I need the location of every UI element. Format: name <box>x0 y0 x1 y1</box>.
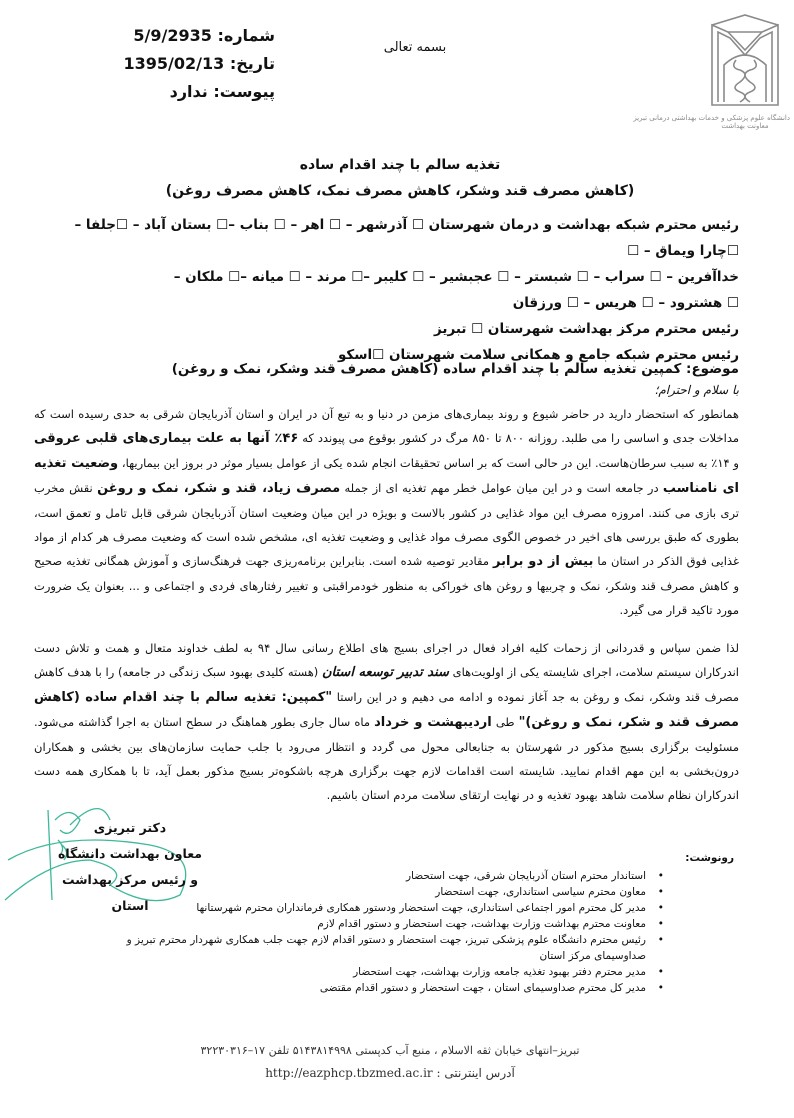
addressee-line: رئیس محترم مرکز بهداشت شهرستان ☐ تبریز <box>433 321 739 337</box>
university-logo <box>633 10 790 145</box>
cc-item: • مدیر محترم دفتر بهبود تغذیه جامعه وزارت بهداشت، جهت استحضار <box>124 964 646 980</box>
footer-web-url[interactable]: http://eazphcp.tbzmed.ac.ir <box>265 1066 433 1080</box>
document-subtitle: (کاهش مصرف قند وشکر، کاهش مصرف نمک، کاهش مصرف روغن) <box>165 183 635 199</box>
footer <box>150 1040 630 1084</box>
title-block <box>150 152 650 204</box>
letter-body <box>34 358 739 807</box>
cc-item: • معاون محترم سیاسی استانداری، جهت استحضار <box>124 884 646 900</box>
addressee-line: رئیس محترم شبکه جامع و همکانی سلامت شهرستان ☐اسکو <box>337 347 739 363</box>
body-emphasis: مصرف زیاد، قند و شکر، نمک و روغن <box>97 481 341 496</box>
document-title: تغذیه سالم با چند اقدام ساده <box>299 157 501 173</box>
number-value: 5/9/2935 <box>133 26 212 45</box>
addressee-line: خداآفرین – ☐ سراب – ☐ شبستر – ☐ عجبشیر – ☐ کلیبر –☐ مرند – ☐ میانه –☐ ملکان – <box>173 269 739 285</box>
cc-item: • مدیر کل محترم امور اجتماعی استانداری، جهت استحضار ودستور همکاری فرمانداران محترم شهرستانها <box>124 900 646 916</box>
body-paragraph-1 <box>34 402 739 622</box>
signer-name: دکتر تبریزی <box>93 820 167 835</box>
logo-emblem-icon <box>700 10 790 110</box>
body-emphasis: سند تدبیر توسعه استان <box>322 665 449 680</box>
logo-department-name: معاونت بهداشت <box>721 122 769 130</box>
addressee-line: رئیس محترم شبکه بهداشت و درمان شهرستان ☐ آذرشهر – ☐ اهر – ☐ بناب –☐ بستان آباد – ☐جلفا –☐چارا ویماق – ☐ <box>74 217 739 259</box>
cc-item: • استاندار محترم استان آذربایجان شرقی، جهت استحضار <box>124 868 646 884</box>
date-label: تاریخ: <box>229 54 275 73</box>
number-label: شماره: <box>217 26 275 45</box>
body-text: ماه سال جاری بطور هماهنگ در سطح استان به اجرا گذاشته می‌شود. مسئولیت برگزاری بسیج مذکور در شهرستان به جنابعالی محول می گردد و انتظار می‌رود با جلب حمایت سازمان‌های بین بخشی و همکاران درون‌بخشی به این مهم اقدام نمایید. شایسته است اقدامات لازم جهت برگزاری هرچه باشکوه‌تر بسیج مذکور بعمل آید، تا با همکاری همه دست اندرکاران نظام سلامت شاهد بهبود تغذیه و در نهایت ارتقای سلامت مردم استان باشیم. <box>34 715 739 802</box>
body-emphasis: وضعیت تغذیه ای نامناسب <box>34 456 739 496</box>
body-text: همانطور که استحضار دارید در حاضر شیوع و روند بیماری‌های مزمن در دنیا و به تبع آن در ایران و استان آذربایجان شرقی به حدی رسیده است که مداخلات جدی و اساسی را می طلبد. روزانه ۸۰۰ تا ۸۵۰ مرگ در کشور بوقوع می پیوندد که <box>34 407 740 445</box>
footer-web <box>150 1062 630 1084</box>
cc-title: رونوشت: <box>685 852 734 864</box>
cc-list <box>124 852 734 996</box>
cc-item: • رئیس محترم دانشگاه علوم پزشکی تبریز، جهت استحضار و دستور اقدام لازم جهت جلب همکاری شهردار محترم تبریز و صداوسیمای مرکز استان <box>124 932 646 964</box>
addressee-block <box>39 212 739 368</box>
signer-title: و رئیس مرکز بهداشت استان <box>61 872 199 913</box>
cc-item: • معاونت محترم بهداشت وزارت بهداشت، جهت استحضار و دستور اقدام لازم <box>124 916 646 932</box>
body-emphasis: اردیبهشت و خرداد <box>374 715 492 730</box>
cc-item: • مدیر کل محترم صداوسیمای استان ، جهت استحضار و دستور اقدام مقتضی <box>124 980 646 996</box>
greeting: با سلام و احترام؛ <box>654 383 739 397</box>
letter-date <box>95 50 275 78</box>
attachment-value: ندارد <box>169 82 208 101</box>
body-emphasis: بیش از دو برابر <box>493 554 594 569</box>
body-text: لذا ضمن سپاس و قدردانی از زحمات کلیه افراد فعال در اجرای بسیج های اطلاع رسانی سال ۹۴ به لطف خداوند متعال و همت و تلاش دست اندرکاران سیستم سلامت، اجرای شایسته یکی از اولویت‌های <box>34 641 739 679</box>
logo-university-name: دانشگاه علوم پزشکی و خدمات بهداشتی درمانی تبریز <box>633 114 790 122</box>
footer-address: تبریز–انتهای خیابان ثقه الاسلام ، منبع آب کدپستی ۵۱۴۳۸۱۴۹۹۸ تلفن ۱۷–۳۲۲۳۰۳۱۶ <box>200 1044 580 1057</box>
body-emphasis: ۴۶٪ آنها به علت بیماری‌های قلبی عروقی <box>34 431 299 446</box>
attachment-label: پیوست: <box>213 82 275 101</box>
body-text: مقادیر توصیه شده است. بنابراین برنامه‌ریزی جهت فرهنگ‌سازی و آموزش همگانی تغذیه صحیح و کاهش مصرف قند وشکر، نمک و چربیها و روغن های خوراکی به منظور خودمراقبتی و تغییر رفتارهای فردی و اجتماعی و ... بعنوان یک ضرورت مورد تاکید قرار می گیرد. <box>34 554 739 617</box>
body-text: (هسته کلیدی بهبود سبک زندگی در جامعه) را با هدف کاهش مصرف قند وشکر، نمک و روغن به جد آغاز نموده و ادامه می دهیم و در این راستا <box>34 665 740 704</box>
letter-meta <box>95 22 275 106</box>
letter-number <box>95 22 275 50</box>
body-text: و ۱۴٪ به سبب سرطان‌هاست. این در حالی است که بر اساس تحقیقات انجام شده یکی از عوامل بسیار موثر در بروز این بیماریها، <box>118 456 739 470</box>
footer-web-label: آدرس اینترنتی : <box>436 1066 515 1080</box>
basmala: بسمه تعالی <box>383 40 447 55</box>
signer-title: معاون بهداشت دانشگاه <box>57 846 203 861</box>
addressee-line: ☐ هشترود – ☐ هریس – ☐ ورزقان <box>512 295 739 311</box>
subject-line: موضوع: کمپین تغذیه سالم با چند اقدام ساده (کاهش مصرف قند وشکر، نمک و روغن) <box>171 361 739 377</box>
body-emphasis: "کمپین: تغذیه سالم با چند اقدام ساده (کاهش مصرف قند و شکر، نمک و روغن)" <box>34 690 739 730</box>
date-value: 1395/02/13 <box>123 54 225 73</box>
body-text: نقش مخرب تری بازی می کنند. امروزه مصرف این مواد غذایی در کشور بالاست و بویژه در این میان وضعیت استان آذربایجان شرقی قابل تامل و تعمق است، بطوری که طبق بررسی های اخیر در خصوص الگوی مصرف مواد غذایی و وضعیت تغذیه ای، مشخص شده است که وضعیت مصرف هر کدام از مواد غذایی فوق الذکر در استان ما <box>34 481 739 568</box>
letter-attachment <box>95 78 275 106</box>
body-paragraph-2 <box>34 636 739 807</box>
body-text: طی <box>491 715 519 729</box>
body-text: در جامعه است و در این میان عوامل خطر مهم تغذیه ای از جمله <box>340 481 663 495</box>
